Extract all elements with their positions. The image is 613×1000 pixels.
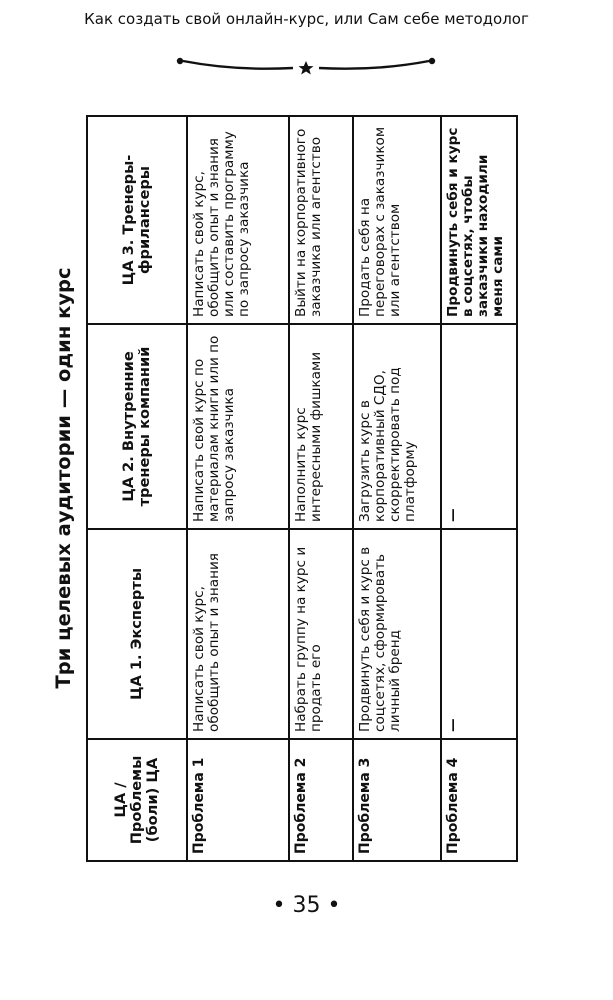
row-header: Проблема 2 (289, 739, 353, 861)
column-header: ЦА / Проблемы (боли) ЦА (87, 739, 187, 861)
table-cell: Написать свой курс, обобщить опыт и знания (187, 529, 289, 739)
table-cell: Написать свой курс по материалам книги или по запросу заказчика (187, 324, 289, 529)
table-cell: — (441, 529, 517, 739)
table-cell: Продвинуть себя и курс в соцсетях, сформировать личный бренд (353, 529, 441, 739)
table-cell: Наполнить курс интересными фишками (289, 324, 353, 529)
bullet-icon: • (327, 893, 341, 918)
table-container (86, 117, 516, 862)
table-cell: — (441, 324, 517, 529)
row-header: Проблема 4 (441, 739, 517, 861)
audience-problems-table (86, 115, 518, 862)
table-cell: Загрузить курс в корпоративный СДО, скорректировать под платформу (353, 324, 441, 529)
column-header: ЦА 3. Тренеры-фрилансеры (87, 116, 187, 324)
table-row (187, 116, 289, 861)
bullet-icon: • (272, 893, 286, 918)
ornament-divider-icon (175, 55, 437, 77)
table-header-row (87, 116, 187, 861)
column-header: ЦА 1. Эксперты (87, 529, 187, 739)
table-cell: Набрать группу на курс и продать его (289, 529, 353, 739)
table-cell: Написать свой курс, обобщить опыт и знания или составить программу по запросу заказчика (187, 116, 289, 324)
table-cell: Продать себя на переговорах с заказчиком или агентством (353, 116, 441, 324)
table-cell: Выйти на корпоративного заказчика или агентство (289, 116, 353, 324)
table-row (289, 116, 353, 861)
running-title: Как создать свой онлайн-курс, или Сам себе методолог (84, 10, 529, 28)
page-number (0, 893, 613, 918)
row-header: Проблема 1 (187, 739, 289, 861)
table-row (353, 116, 441, 861)
row-header: Проблема 3 (353, 739, 441, 861)
table-row (441, 116, 517, 861)
table-cell: Продвинуть себя и курс в соцсетях, чтобы заказчики находили меня сами (441, 116, 517, 324)
column-header: ЦА 2. Внутренние тренеры компаний (87, 324, 187, 529)
page-number-value: 35 (292, 893, 321, 918)
table-title: Три целевых аудитории — один курс (52, 267, 75, 689)
